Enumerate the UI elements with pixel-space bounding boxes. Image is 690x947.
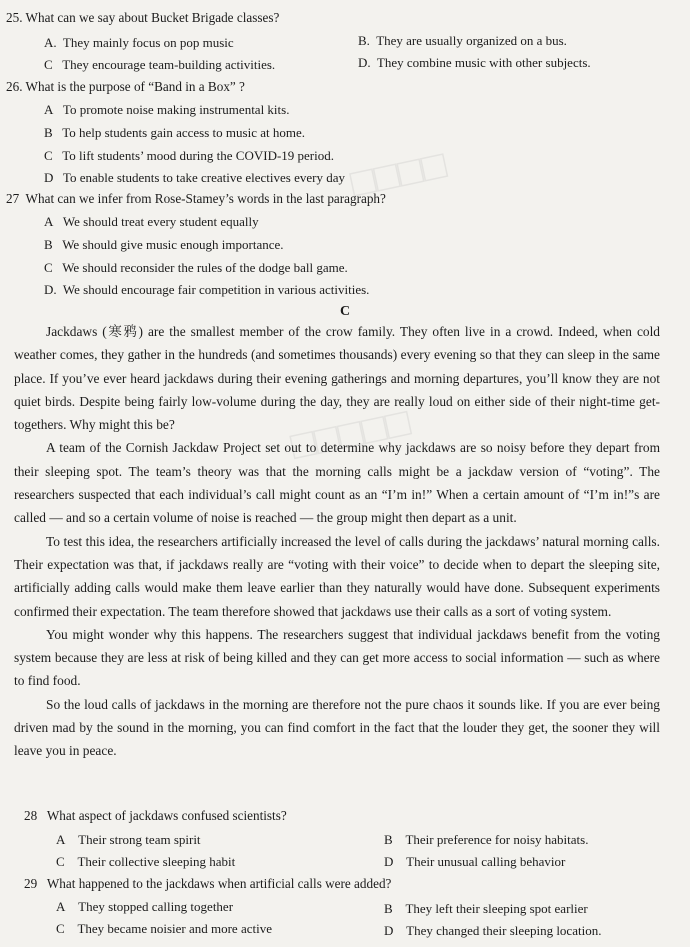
option-letter: C	[56, 921, 65, 936]
passage-paragraph: So the loud calls of jackdaws in the morning are therefore not the pure chaos it sounds like. If you are ever being driven mad by the sound in the morning, you can find comfort in the fact that the louder they get, the sooner they will leave you in peace.	[14, 696, 660, 759]
option-text: To help students gain access to music at home.	[62, 125, 305, 140]
option-29b	[384, 901, 588, 917]
option-letter: A	[44, 102, 54, 117]
option-text: Their collective sleeping habit	[77, 854, 236, 869]
question-number: 27	[6, 191, 20, 206]
passage-paragraph: A team of the Cornish Jackdaw Project set out to determine why jackdaws are so noisy before they depart from their sleeping spot. The team’s theory was that the morning calls might be a jackdaw version of “voting”. The researchers suspected that each individual’s call might count as an “I’m in!” When a certain amount of “I’m in!”s are called — and so a certain volume of noise is reached — the group might then depart as a unit.	[14, 440, 660, 526]
passage	[14, 320, 660, 763]
passage-paragraph: Jackdaws (寒鸦) are the smallest member of the crow family. They often live in a crowd. Indeed, when cold weather comes, they gather in the hundreds (and sometimes thousands) every evening so that they can sleep in the same place. If you’ve ever heard jackdaws during their evening gatherings and morning departures, you’ll know they are not quiet birds. Despite being fairly low-volume during the day, they are really loud on either side of their night-time get-togethers. Why might this be?	[14, 324, 660, 433]
option-letter: C	[44, 57, 53, 72]
option-text: They stopped calling together	[78, 899, 234, 914]
option-letter: D	[384, 923, 394, 938]
option-text: They combine music with other subjects.	[376, 55, 591, 70]
option-25b	[358, 33, 567, 49]
option-letter: B	[44, 125, 53, 140]
option-letter: D	[384, 854, 394, 869]
option-letter: C	[44, 148, 53, 163]
option-text: They are usually organized on a bus.	[376, 33, 567, 48]
option-29c	[56, 921, 272, 937]
option-text: They changed their sleeping location.	[406, 923, 602, 938]
option-25d	[358, 55, 591, 71]
option-letter: D	[44, 170, 54, 185]
option-letter: B	[44, 237, 53, 252]
question-text: What aspect of jackdaws confused scientists?	[46, 808, 287, 823]
option-letter: A	[56, 832, 66, 847]
option-text: Their preference for noisy habitats.	[405, 832, 589, 847]
option-letter: D.	[358, 55, 371, 70]
option-letter: A.	[44, 35, 57, 50]
option-28a	[56, 832, 201, 848]
option-27c	[44, 260, 348, 276]
option-25c	[44, 57, 275, 73]
question-text: What is the purpose of “Band in a Box” ?	[25, 79, 245, 94]
question-25	[6, 10, 279, 26]
option-letter: B	[384, 901, 393, 916]
option-28b	[384, 832, 588, 848]
question-number: 28	[24, 808, 38, 823]
option-text: We should reconsider the rules of the dodge ball game.	[62, 260, 348, 275]
option-28d	[384, 854, 565, 870]
section-heading: C	[339, 304, 351, 319]
option-28c	[56, 854, 235, 870]
question-29	[24, 876, 391, 892]
option-26d	[44, 170, 345, 186]
question-26	[6, 79, 245, 95]
option-letter: A	[56, 899, 66, 914]
question-text: What can we say about Bucket Brigade classes?	[25, 10, 280, 25]
option-letter: B	[384, 832, 393, 847]
option-text: To enable students to take creative electives every day	[62, 170, 345, 185]
question-text: What happened to the jackdaws when artificial calls were added?	[46, 876, 392, 891]
option-26c	[44, 148, 334, 164]
option-text: To lift students’ mood during the COVID-19 period.	[62, 148, 335, 163]
option-letter: D.	[44, 282, 57, 297]
option-26b	[44, 125, 305, 141]
option-29a	[56, 899, 233, 915]
option-text: They encourage team-building activities.	[62, 57, 276, 72]
question-27	[6, 191, 386, 207]
question-28	[24, 808, 287, 824]
option-27d	[44, 282, 369, 298]
question-text: What can we infer from Rose-Stamey’s words in the last paragraph?	[25, 191, 386, 206]
option-29d	[384, 923, 601, 939]
option-27a	[44, 214, 259, 230]
option-text: To promote noise making instrumental kits.	[62, 102, 290, 117]
passage-paragraph: To test this idea, the researchers artificially increased the level of calls during the jackdaws’ natural morning calls. Their expectation was that, if jackdaws really are “voting with their voice” to decide when to depart the sleeping site, artificially adding calls would make them leave earlier than they naturally would have done. Subsequent experiments confirmed their expectation. The team therefore showed that jackdaws use their calls as a sort of voting system.	[14, 533, 660, 619]
option-text: They left their sleeping spot earlier	[405, 901, 588, 916]
option-text: We should encourage fair competition in various activities.	[62, 282, 370, 297]
option-25a	[44, 35, 234, 51]
option-text: Their strong team spirit	[78, 832, 201, 847]
option-text: We should treat every student equally	[62, 214, 259, 229]
question-number: 26.	[6, 79, 23, 94]
option-text: They became noisier and more active	[77, 921, 272, 936]
option-26a	[44, 102, 289, 118]
option-27b	[44, 237, 284, 253]
watermark: □□□□	[346, 141, 451, 206]
passage-paragraph: You might wonder why this happens. The researchers suggest that individual jackdaws benefit from the voting system because they are less at risk of being killed and they can get more access to social information — such as where to find food.	[14, 626, 660, 689]
question-number: 25.	[6, 10, 23, 25]
watermark: □□□□□	[286, 398, 415, 469]
option-letter: C	[56, 854, 65, 869]
option-text: We should give music enough importance.	[62, 237, 284, 252]
option-letter: A	[44, 214, 54, 229]
option-letter: C	[44, 260, 53, 275]
option-text: Their unusual calling behavior	[406, 854, 566, 869]
question-number: 29	[24, 876, 38, 891]
option-text: They mainly focus on pop music	[62, 35, 234, 50]
option-letter: B.	[358, 33, 370, 48]
